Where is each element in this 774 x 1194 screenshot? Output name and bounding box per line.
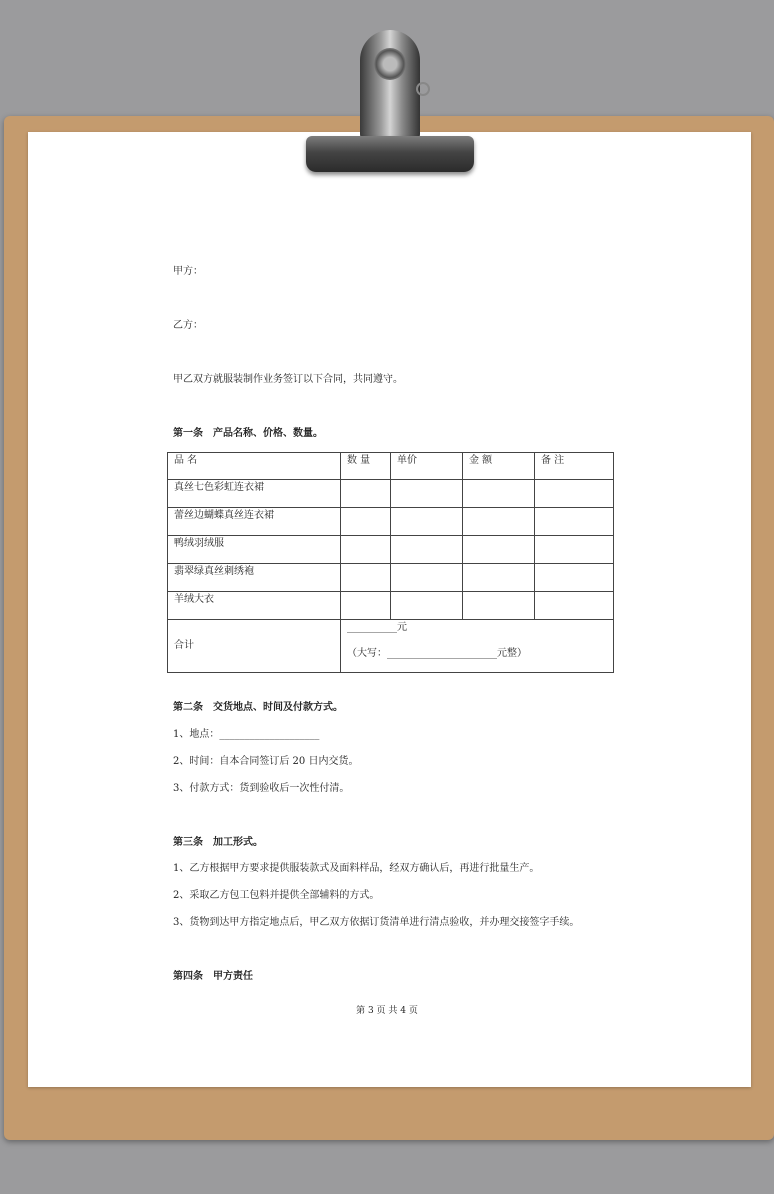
quantity-cell <box>341 480 391 508</box>
quantity-cell <box>341 508 391 536</box>
article3-title: 第三条 加工形式。 <box>173 837 263 848</box>
table-row <box>168 508 614 536</box>
product-name: 真丝七色彩虹连衣裙 <box>168 480 341 508</box>
table-row <box>168 536 614 564</box>
article2-item: 1、地点：____________________ <box>173 729 320 740</box>
remarks-cell <box>535 592 614 620</box>
remarks-cell <box>535 508 614 536</box>
remarks-cell <box>535 536 614 564</box>
amount-cell <box>463 508 535 536</box>
unit-price-cell <box>391 564 463 592</box>
table-row <box>168 592 614 620</box>
clip-base <box>306 136 474 172</box>
remarks-cell <box>535 480 614 508</box>
product-name: 羊绒大衣 <box>168 592 341 620</box>
party-a-label: 甲方： <box>173 266 203 277</box>
total-in-words: （大写：______________________元整） <box>347 648 527 659</box>
total-label: 合计 <box>168 620 341 673</box>
unit-price-cell <box>391 536 463 564</box>
quantity-cell <box>341 564 391 592</box>
header-remarks: 备 注 <box>535 453 614 480</box>
header-quantity: 数 量 <box>341 453 391 480</box>
article3-item: 1、乙方根据甲方要求提供服装款式及面料样品，经双方确认后，再进行批量生产。 <box>173 863 540 874</box>
remarks-cell <box>535 564 614 592</box>
quantity-cell <box>341 536 391 564</box>
unit-price-cell <box>391 480 463 508</box>
clip-rivet <box>374 48 406 80</box>
total-value-cell <box>341 620 614 673</box>
unit-price-cell <box>391 592 463 620</box>
page-number-footer: 第 3 页 共 4 页 <box>356 1006 418 1016</box>
header-unit-price: 单价 <box>391 453 463 480</box>
table-row <box>168 480 614 508</box>
party-b-label: 乙方： <box>173 320 203 331</box>
product-name: 翡翠绿真丝刺绣袍 <box>168 564 341 592</box>
product-name: 蕾丝边蝴蝶真丝连衣裙 <box>168 508 341 536</box>
product-name: 鸭绒羽绒服 <box>168 536 341 564</box>
quantity-cell <box>341 592 391 620</box>
article4-title: 第四条 甲方责任 <box>173 971 253 982</box>
article2-item: 2、时间：自本合同签订后 20 日内交货。 <box>173 756 359 767</box>
clip-hang-ring <box>416 82 430 96</box>
amount-cell <box>463 592 535 620</box>
article3-item: 2、采取乙方包工包料并提供全部辅料的方式。 <box>173 890 380 901</box>
amount-cell <box>463 536 535 564</box>
table-header-row <box>168 453 614 480</box>
article2-title: 第二条 交货地点、时间及付款方式。 <box>173 702 343 713</box>
table-row <box>168 564 614 592</box>
unit-price-cell <box>391 508 463 536</box>
article1-title: 第一条 产品名称、价格、数量。 <box>173 428 323 439</box>
clip-lever <box>360 30 420 142</box>
header-name: 品 名 <box>168 453 341 480</box>
article3-item: 3、货物到达甲方指定地点后，甲乙双方依据订货清单进行清点验收，并办理交接签字手续。 <box>173 917 580 928</box>
total-amount: __________元 <box>347 622 407 633</box>
amount-cell <box>463 564 535 592</box>
header-amount: 金 额 <box>463 453 535 480</box>
article2-item: 3、付款方式：货到验收后一次性付清。 <box>173 783 350 794</box>
table-total-row <box>168 620 614 673</box>
amount-cell <box>463 480 535 508</box>
intro-text: 甲乙双方就服装制作业务签订以下合同，共同遵守。 <box>173 374 403 385</box>
product-table <box>167 452 614 673</box>
